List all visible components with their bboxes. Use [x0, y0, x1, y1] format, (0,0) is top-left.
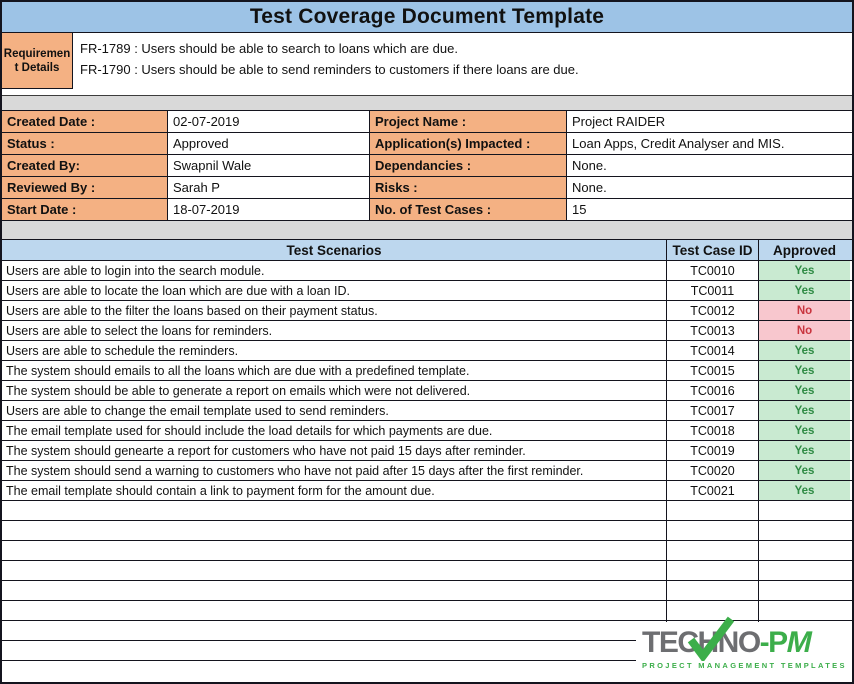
approved-cell[interactable]	[759, 521, 850, 540]
info-value-left[interactable]: Approved	[168, 133, 370, 154]
test-case-id-cell[interactable]: TC0017	[667, 401, 759, 420]
empty-table-row	[2, 501, 852, 521]
document-info-table	[2, 111, 852, 221]
info-label-left: Created Date :	[2, 111, 168, 132]
test-case-id-cell[interactable]: TC0019	[667, 441, 759, 460]
table-row	[2, 321, 852, 341]
technopm-logo-wordmark	[642, 626, 850, 660]
approved-cell[interactable]: No	[759, 301, 850, 320]
approved-cell[interactable]: Yes	[759, 381, 850, 400]
requirement-details-label: Requirement Details	[2, 33, 73, 89]
test-case-id-cell[interactable]: TC0011	[667, 281, 759, 300]
scenario-cell[interactable]	[2, 661, 667, 680]
table-row	[2, 361, 852, 381]
table-row	[2, 461, 852, 481]
table-row	[2, 481, 852, 501]
header-approved: Approved	[772, 242, 836, 258]
scenario-cell[interactable]	[2, 581, 667, 600]
scenario-cell[interactable]: Users are able to the filter the loans based on their payment status.	[2, 301, 667, 320]
scenario-cell[interactable]: Users are able to change the email template used to send reminders.	[2, 401, 667, 420]
info-row	[2, 133, 852, 155]
info-row	[2, 177, 852, 199]
test-case-id-cell[interactable]: TC0010	[667, 261, 759, 280]
scenario-cell[interactable]: The system should genearte a report for customers who have not paid 15 days after reminder.	[2, 441, 667, 460]
scenario-cell[interactable]: Users are able to locate the loan which are due with a loan ID.	[2, 281, 667, 300]
approved-cell[interactable]: Yes	[759, 461, 850, 480]
info-value-right[interactable]: None.	[567, 177, 852, 198]
requirement-details-content[interactable]	[73, 33, 852, 95]
requirement-line-2: FR-1790 : Users should be able to send reminders to customers if there loans are due.	[80, 62, 579, 77]
info-row	[2, 199, 852, 221]
table-row	[2, 301, 852, 321]
test-case-id-cell[interactable]	[667, 541, 759, 560]
scenario-cell[interactable]	[2, 521, 667, 540]
approved-cell[interactable]: No	[759, 321, 850, 340]
approved-cell[interactable]: Yes	[759, 261, 850, 280]
empty-table-row	[2, 541, 852, 561]
scenario-cell[interactable]	[2, 561, 667, 580]
info-label-left: Start Date :	[2, 199, 168, 220]
empty-table-row	[2, 521, 852, 541]
approved-cell[interactable]	[759, 541, 850, 560]
test-case-id-cell[interactable]	[667, 521, 759, 540]
test-case-id-cell[interactable]: TC0020	[667, 461, 759, 480]
table-row	[2, 261, 852, 281]
approved-cell[interactable]: Yes	[759, 361, 850, 380]
test-case-id-cell[interactable]: TC0016	[667, 381, 759, 400]
table-row	[2, 281, 852, 301]
info-label-right: Application(s) Impacted :	[370, 133, 567, 154]
test-case-id-cell[interactable]	[667, 501, 759, 520]
info-label-right: Risks :	[370, 177, 567, 198]
approved-cell[interactable]	[759, 501, 850, 520]
test-case-id-cell[interactable]: TC0014	[667, 341, 759, 360]
info-value-left[interactable]: Sarah P	[168, 177, 370, 198]
approved-cell[interactable]: Yes	[759, 341, 850, 360]
empty-table-row	[2, 581, 852, 601]
test-case-id-cell[interactable]: TC0018	[667, 421, 759, 440]
table-row	[2, 341, 852, 361]
logo-text-m: M	[783, 626, 814, 659]
info-value-right[interactable]: 15	[567, 199, 852, 220]
requirement-details-section	[2, 33, 852, 96]
approved-cell[interactable]	[759, 581, 850, 600]
info-label-right: Dependancies :	[370, 155, 567, 176]
scenario-cell[interactable]: The email template used for should include the load details for which payments are due.	[2, 421, 667, 440]
test-case-id-cell[interactable]: TC0013	[667, 321, 759, 340]
info-label-left: Reviewed By :	[2, 177, 168, 198]
approved-cell[interactable]: Yes	[759, 401, 850, 420]
empty-table-row	[2, 561, 852, 581]
info-row	[2, 155, 852, 177]
requirement-line-1: FR-1789 : Users should be able to search to loans which are due.	[80, 41, 458, 56]
info-label-right: Project Name :	[370, 111, 567, 132]
scenario-cell[interactable]	[2, 601, 667, 620]
table-row	[2, 441, 852, 461]
approved-cell[interactable]	[759, 561, 850, 580]
scenario-cell[interactable]: Users are able to schedule the reminders.	[2, 341, 667, 360]
approved-cell[interactable]: Yes	[759, 421, 850, 440]
scenario-cell[interactable]	[2, 641, 667, 660]
logo-text-dash-p: -P	[759, 626, 787, 659]
info-value-left[interactable]: 18-07-2019	[168, 199, 370, 220]
info-label-right: No. of Test Cases :	[370, 199, 567, 220]
check-icon	[686, 615, 736, 661]
table-row	[2, 401, 852, 421]
test-case-id-cell[interactable]: TC0012	[667, 301, 759, 320]
test-case-id-cell[interactable]	[667, 581, 759, 600]
info-label-left: Created By:	[2, 155, 168, 176]
page-title: Test Coverage Document Template	[2, 2, 852, 33]
test-table-header-row	[2, 240, 852, 261]
test-case-id-cell[interactable]	[667, 561, 759, 580]
info-value-left[interactable]: Swapnil Wale	[168, 155, 370, 176]
logo-text-no: NO	[717, 626, 760, 659]
scenario-cell[interactable]	[2, 501, 667, 520]
logo-text-tech: TECH	[642, 626, 718, 659]
header-test-scenarios: Test Scenarios	[2, 240, 667, 260]
scenario-cell[interactable]: The system should be able to generate a report on emails which were not delivered.	[2, 381, 667, 400]
table-row	[2, 381, 852, 401]
scenario-cell[interactable]: The system should send a warning to customers who have not paid after 15 days after the first reminder.	[2, 461, 667, 480]
scenario-cell[interactable]	[2, 621, 667, 640]
technopm-logo	[636, 622, 852, 682]
header-test-case-id: Test Case ID	[667, 240, 759, 260]
approved-cell[interactable]: Yes	[759, 281, 850, 300]
info-row	[2, 111, 852, 133]
test-case-id-cell[interactable]: TC0015	[667, 361, 759, 380]
section-divider-top	[2, 96, 852, 111]
table-row	[2, 421, 852, 441]
info-value-right[interactable]: Loan Apps, Credit Analyser and MIS.	[567, 133, 852, 154]
info-value-right[interactable]: Project RAIDER	[567, 111, 852, 132]
scenario-cell[interactable]: Users are able to login into the search module.	[2, 261, 667, 280]
scenario-cell[interactable]: The email template should contain a link to payment form for the amount due.	[2, 481, 667, 500]
section-divider-bottom	[2, 221, 852, 240]
info-label-left: Status :	[2, 133, 168, 154]
approved-cell[interactable]	[759, 601, 850, 620]
scenario-cell[interactable]: The system should emails to all the loans which are due with a predefined template.	[2, 361, 667, 380]
info-value-right[interactable]: None.	[567, 155, 852, 176]
test-case-id-cell[interactable]: TC0021	[667, 481, 759, 500]
info-value-left[interactable]: 02-07-2019	[168, 111, 370, 132]
technopm-logo-tagline: PROJECT MANAGEMENT TEMPLATES	[642, 661, 847, 670]
scenario-cell[interactable]	[2, 541, 667, 560]
scenario-cell[interactable]: Users are able to select the loans for reminders.	[2, 321, 667, 340]
approved-cell[interactable]: Yes	[759, 441, 850, 460]
approved-cell[interactable]: Yes	[759, 481, 850, 500]
test-scenarios-table	[2, 240, 852, 680]
